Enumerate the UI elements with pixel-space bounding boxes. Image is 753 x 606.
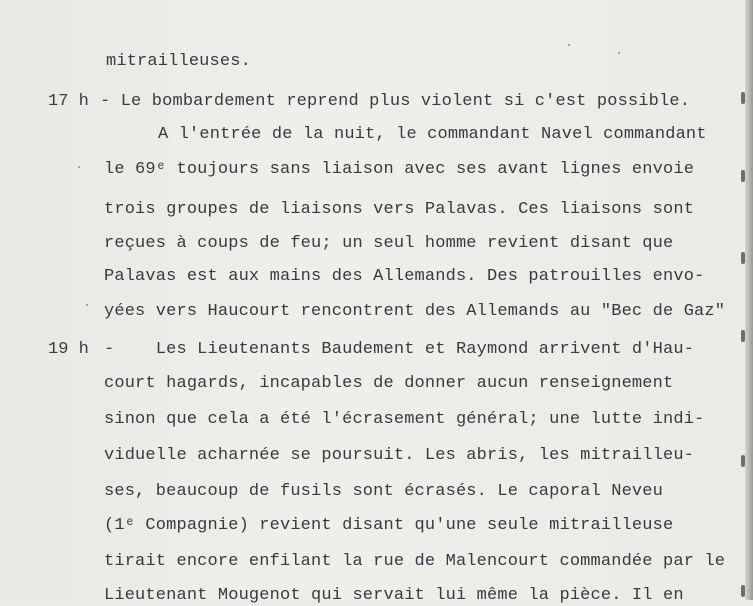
text-line-6: reçues à coups de feu; un seul homme revient disant que	[104, 234, 674, 253]
text-line-10: court hagards, incapables de donner aucun renseignement	[104, 374, 674, 393]
binding-mark	[741, 170, 745, 182]
text-line-15: tirait encore enfilant la rue de Malencourt commandée par le	[104, 552, 726, 571]
text-line-11: sinon que cela a été l'écrasement général; une lutte indi-	[104, 410, 705, 429]
text-line-2: - Le bombardement reprend plus violent si c'est possible.	[100, 92, 691, 111]
paper-speck	[618, 52, 620, 54]
binding-mark	[741, 92, 745, 104]
time-marker-17h: 17 h	[48, 92, 89, 111]
page-edge	[745, 0, 753, 600]
binding-mark	[741, 252, 745, 264]
text-line-1: mitrailleuses.	[106, 52, 251, 71]
text-line-13: ses, beaucoup de fusils sont écrasés. Le caporal Neveu	[104, 482, 663, 501]
text-line-3: A l'entrée de la nuit, le commandant Navel commandant	[158, 125, 707, 144]
text-line-14: (1ᵉ Compagnie) revient disant qu'une seule mitrailleuse	[104, 516, 674, 535]
binding-mark	[741, 455, 745, 467]
text-line-16: Lieutenant Mougenot qui servait lui même la pièce. Il en	[104, 586, 684, 605]
text-line-12: viduelle acharnée se poursuit. Les abris, les mitrailleu-	[104, 446, 695, 465]
text-line-8: yées vers Haucourt rencontrent des Allemands au "Bec de Gaz"	[104, 302, 726, 321]
text-line-4: le 69ᵉ toujours sans liaison avec ses avant lignes envoie	[104, 160, 695, 179]
paper-speck	[86, 304, 88, 306]
binding-mark	[741, 330, 745, 342]
text-line-7: Palavas est aux mains des Allemands. Des patrouilles envo-	[104, 267, 705, 286]
time-marker-19h: 19 h	[48, 340, 89, 359]
text-line-9: - Les Lieutenants Baudement et Raymond arrivent d'Hau-	[104, 340, 695, 359]
paper-speck	[78, 166, 80, 168]
paper-speck	[568, 44, 570, 46]
text-line-5: trois groupes de liaisons vers Palavas. Ces liaisons sont	[104, 200, 695, 219]
binding-mark	[741, 585, 745, 597]
